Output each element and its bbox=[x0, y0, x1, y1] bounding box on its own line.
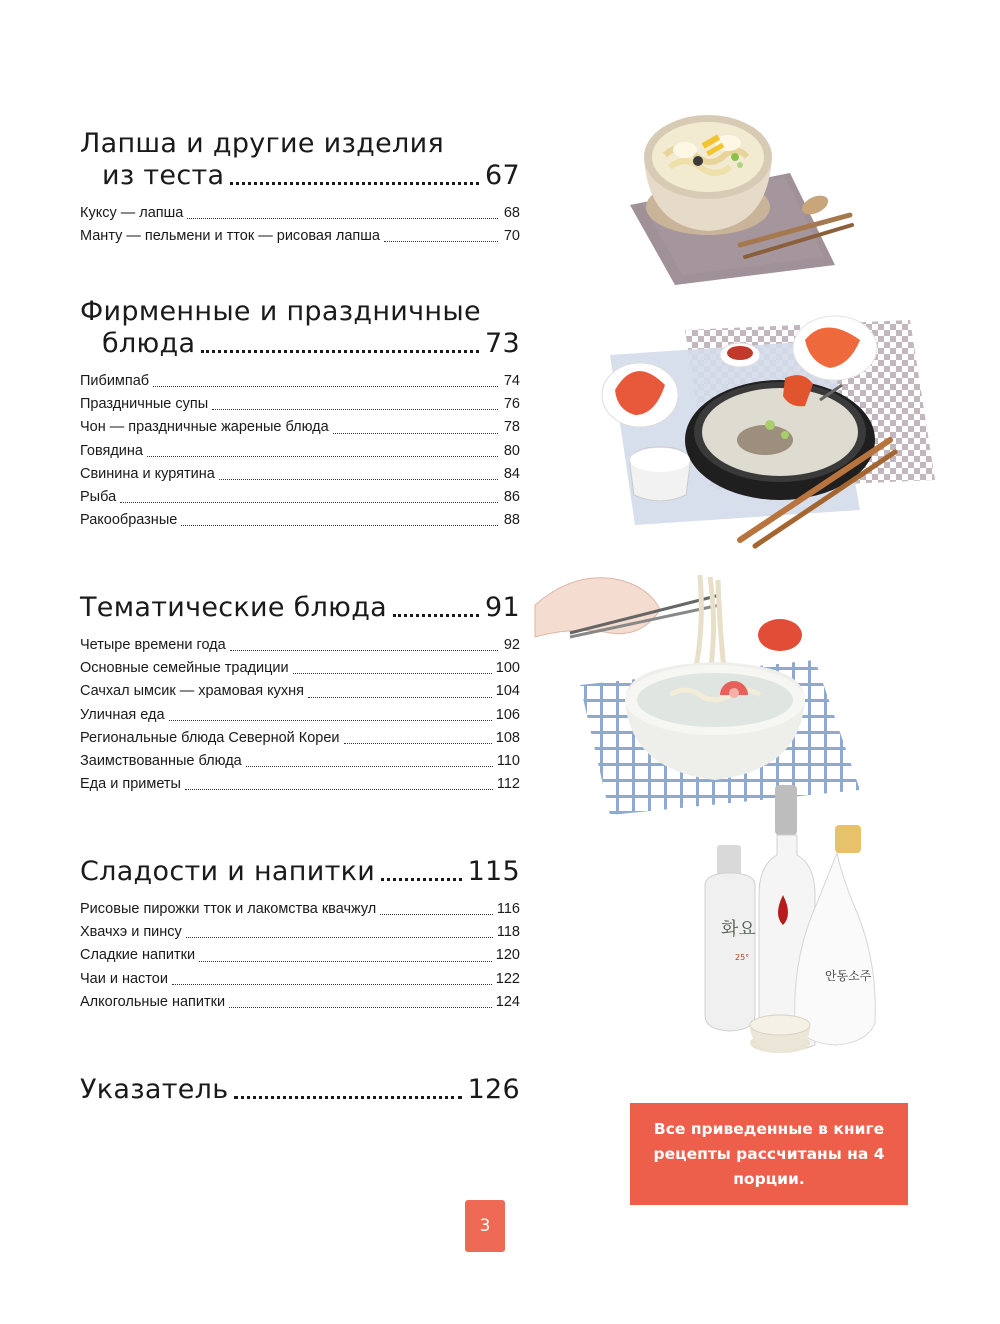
section-title-text: из теста bbox=[102, 160, 225, 191]
entry-label: Хвачхэ и пинсу bbox=[80, 924, 182, 941]
noodle-soup-illustration bbox=[620, 95, 870, 285]
dot-leader bbox=[393, 614, 479, 617]
entry-list bbox=[80, 634, 520, 796]
entry-page: 124 bbox=[495, 993, 520, 1010]
entry-label: Еда и приметы bbox=[80, 776, 181, 793]
toc-entry[interactable] bbox=[80, 202, 520, 225]
entry-page: 106 bbox=[495, 706, 520, 723]
entry-label: Манту — пельмени и тток — рисовая лапша bbox=[80, 228, 380, 245]
bottle-label-text: 화요 bbox=[721, 919, 756, 940]
entry-label: Пибимпаб bbox=[80, 373, 150, 389]
entry-page: 92 bbox=[503, 637, 520, 653]
section-title-line bbox=[80, 1074, 520, 1106]
dot-leader bbox=[293, 673, 492, 674]
entry-page: 68 bbox=[503, 205, 520, 221]
dot-leader bbox=[186, 937, 493, 938]
entry-label: Алкогольные напитки bbox=[80, 993, 226, 1010]
toc-entry[interactable] bbox=[80, 440, 520, 463]
bottle-label-text: 안동소주 bbox=[825, 969, 872, 983]
section-title-line bbox=[80, 856, 520, 888]
entry-page: 78 bbox=[503, 419, 520, 436]
section-title-text: Сладости и напитки bbox=[80, 856, 376, 887]
dot-leader bbox=[380, 914, 493, 915]
toc-entry[interactable] bbox=[80, 898, 520, 921]
section-page-number[interactable]: 91 bbox=[485, 592, 520, 623]
toc-entry[interactable] bbox=[80, 634, 520, 657]
dot-leader bbox=[219, 479, 498, 480]
toc-entry[interactable] bbox=[80, 968, 520, 991]
toc-entry[interactable] bbox=[80, 727, 520, 750]
entry-label: Куксу — лапша bbox=[80, 205, 184, 221]
entry-page: 80 bbox=[503, 442, 520, 459]
alcohol-bottles-illustration bbox=[695, 785, 895, 1075]
dot-leader bbox=[185, 789, 493, 790]
dot-leader bbox=[181, 525, 498, 526]
dot-leader bbox=[308, 697, 492, 698]
entry-label: Рисовые пирожки тток и лакомства квачжул bbox=[80, 901, 377, 917]
dot-leader bbox=[246, 766, 493, 767]
entry-list bbox=[80, 370, 520, 532]
entry-page: 74 bbox=[503, 373, 520, 389]
cold-noodles-illustration bbox=[530, 565, 880, 820]
entry-label: Сладкие напитки bbox=[80, 947, 196, 964]
entry-label: Основные семейные традиции bbox=[80, 660, 289, 677]
entry-label: Свинина и курятина bbox=[80, 465, 215, 482]
dot-leader bbox=[172, 984, 492, 985]
section-title-line bbox=[80, 592, 520, 624]
entry-page: 118 bbox=[496, 924, 520, 941]
dot-leader bbox=[201, 350, 479, 353]
portion-note: Все приведенные в книге рецепты рассчитаны на 4 порции. bbox=[630, 1103, 908, 1205]
toc-entry[interactable] bbox=[80, 486, 520, 509]
toc-entry[interactable] bbox=[80, 416, 520, 439]
entry-page: 84 bbox=[503, 465, 520, 482]
toc-entry[interactable] bbox=[80, 393, 520, 416]
entry-list bbox=[80, 202, 520, 248]
entry-page: 100 bbox=[495, 660, 520, 677]
entry-page: 76 bbox=[503, 396, 520, 413]
entry-page: 86 bbox=[503, 489, 520, 506]
dot-leader bbox=[199, 961, 492, 962]
dot-leader bbox=[212, 409, 498, 410]
section-title-line: Лапша и другие изделия bbox=[80, 128, 445, 159]
entry-page: 88 bbox=[503, 512, 520, 529]
toc-section-index bbox=[80, 1074, 520, 1106]
dot-leader bbox=[230, 182, 479, 185]
dot-leader bbox=[147, 456, 498, 457]
toc-entry[interactable] bbox=[80, 225, 520, 248]
toc-entry[interactable] bbox=[80, 750, 520, 773]
toc-entry[interactable] bbox=[80, 773, 520, 796]
entry-page: 112 bbox=[496, 776, 520, 793]
toc-section-sweets bbox=[80, 856, 520, 1014]
toc-entry[interactable] bbox=[80, 921, 520, 944]
section-page-number[interactable]: 115 bbox=[467, 856, 520, 887]
section-page-number[interactable]: 73 bbox=[485, 328, 520, 359]
dot-leader bbox=[169, 720, 492, 721]
entry-label: Уличная еда bbox=[80, 706, 165, 723]
section-title-text: Указатель bbox=[80, 1074, 229, 1105]
hand-shape bbox=[535, 578, 660, 637]
entry-label: Говядина bbox=[80, 442, 143, 459]
section-title-line bbox=[80, 328, 520, 360]
bottle-label-text: 25° bbox=[735, 953, 750, 962]
dot-leader bbox=[229, 1007, 492, 1008]
toc-section-noodles bbox=[80, 128, 520, 248]
section-page-number[interactable]: 126 bbox=[467, 1074, 520, 1105]
dot-leader bbox=[187, 218, 498, 219]
toc-section-festive bbox=[80, 296, 520, 532]
toc-entry[interactable] bbox=[80, 944, 520, 967]
toc-entry[interactable] bbox=[80, 680, 520, 703]
entry-list bbox=[80, 898, 520, 1014]
toc-section-thematic bbox=[80, 592, 520, 796]
section-page-number[interactable]: 67 bbox=[485, 160, 520, 191]
entry-label: Региональные блюда Северной Кореи bbox=[80, 729, 340, 746]
section-title-text: блюда bbox=[102, 328, 196, 359]
entry-label: Ракообразные bbox=[80, 512, 178, 529]
section-title-line: Фирменные и праздничные bbox=[80, 296, 481, 327]
toc-entry[interactable] bbox=[80, 657, 520, 680]
dot-leader bbox=[333, 433, 498, 434]
dot-leader bbox=[344, 743, 492, 744]
entry-page: 110 bbox=[496, 753, 520, 770]
entry-label: Чон — праздничные жареные блюда bbox=[80, 419, 329, 436]
entry-page: 120 bbox=[495, 947, 520, 964]
entry-label: Рыба bbox=[80, 489, 117, 506]
toc-entry[interactable] bbox=[80, 370, 520, 393]
dot-leader bbox=[230, 650, 498, 651]
entry-page: 108 bbox=[495, 729, 520, 746]
entry-page: 122 bbox=[495, 970, 520, 987]
section-title-line bbox=[80, 160, 520, 192]
dot-leader bbox=[120, 502, 498, 503]
section-title-text: Тематические блюда bbox=[80, 592, 388, 623]
dot-leader bbox=[234, 1096, 461, 1099]
entry-page: 116 bbox=[496, 901, 520, 917]
entry-page: 70 bbox=[503, 228, 520, 245]
entry-page: 104 bbox=[495, 683, 520, 700]
entry-label: Заимствованные блюда bbox=[80, 753, 242, 770]
toc-entry[interactable] bbox=[80, 991, 520, 1014]
entry-label: Четыре времени года bbox=[80, 637, 226, 653]
dot-leader bbox=[381, 878, 462, 881]
page-number: 3 bbox=[465, 1200, 505, 1252]
entry-label: Чаи и настои bbox=[80, 970, 168, 987]
festive-dishes-illustration bbox=[590, 300, 940, 550]
entry-label: Праздничные супы bbox=[80, 396, 209, 413]
dot-leader bbox=[384, 241, 498, 242]
toc-entry[interactable] bbox=[80, 509, 520, 532]
toc-entry[interactable] bbox=[80, 704, 520, 727]
entry-label: Сачхал ымсик — храмовая кухня bbox=[80, 683, 304, 700]
dot-leader bbox=[153, 386, 498, 387]
bottle-glass bbox=[705, 873, 755, 1031]
toc-entry[interactable] bbox=[80, 463, 520, 486]
